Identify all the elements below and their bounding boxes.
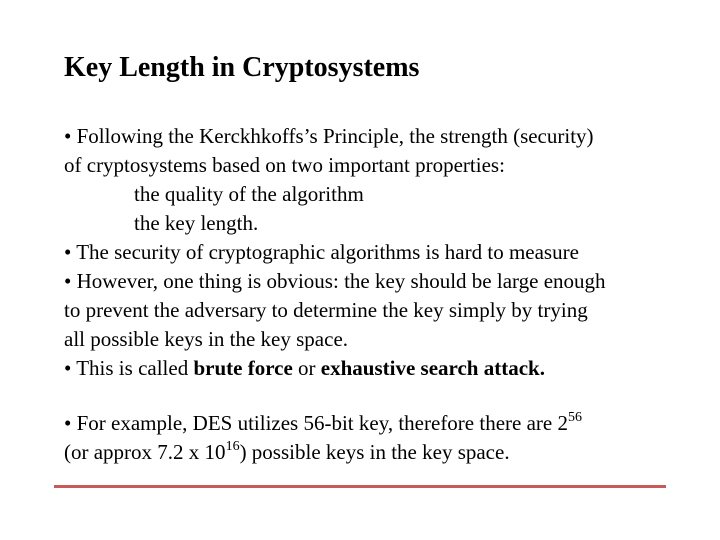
brute-force-connector: or <box>292 356 321 380</box>
slide-title: Key Length in Cryptosystems <box>64 52 420 83</box>
des-approx-exponent: 16 <box>225 439 240 454</box>
paragraph-gap <box>64 383 704 409</box>
slide-body <box>64 122 704 467</box>
bullet-key-size-line-3: all possible keys in the key space. <box>64 327 349 351</box>
bullet-kerckhoffs-line-1: • Following the Kerckhkoffs’s Principle, the strength (security) <box>64 124 594 148</box>
des-example-text: • For example, DES utilizes 56-bit key, therefore there are 2 <box>64 411 568 435</box>
bottom-divider <box>54 485 666 488</box>
bullet-security-measure: • The security of cryptographic algorithms is hard to measure <box>64 240 579 264</box>
sub-item-key-length: the key length. <box>134 211 259 235</box>
bullet-des-example-line-2 <box>64 438 704 467</box>
des-exponent: 56 <box>567 410 582 425</box>
des-approx-prefix: (or approx 7.2 x 10 <box>64 440 226 464</box>
bullet-kerckhoffs-line-2: of cryptosystems based on two important properties: <box>64 153 505 177</box>
sub-item-algorithm-quality: the quality of the algorithm <box>134 182 364 206</box>
bullet-key-size-line-1: • However, one thing is obvious: the key should be large enough <box>64 269 606 293</box>
bullet-brute-force <box>64 354 704 383</box>
des-approx-suffix: ) possible keys in the key space. <box>239 440 510 464</box>
brute-force-prefix: • This is called <box>64 356 194 380</box>
bullet-des-example-line-1 <box>64 409 704 438</box>
brute-force-term: brute force <box>193 356 293 380</box>
exhaustive-search-term: exhaustive search attack. <box>320 356 545 380</box>
bullet-key-size-line-2: to prevent the adversary to determine the key simply by trying <box>64 298 588 322</box>
